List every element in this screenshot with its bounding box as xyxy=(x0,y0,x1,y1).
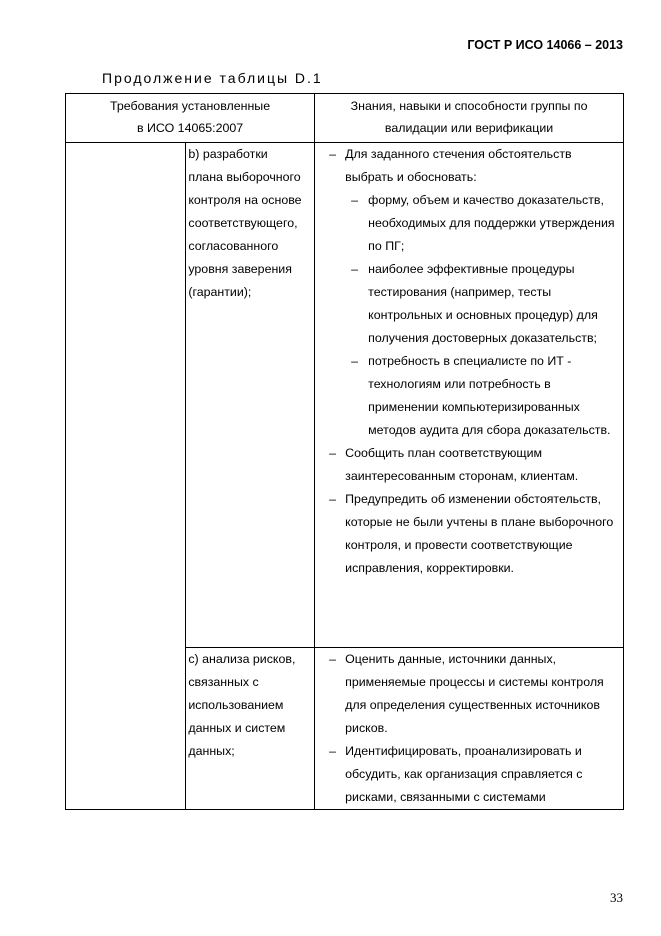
dash-marker: – xyxy=(329,492,337,506)
table-header-row xyxy=(66,94,624,143)
dash-marker: – xyxy=(329,147,337,161)
header-skills: Знания, навыки и способности группы по валидации или верификации xyxy=(315,94,624,143)
skills-cell xyxy=(315,143,624,648)
requirement-text: c) анализа рисков, связанных с использованием данных и систем данных; xyxy=(188,652,296,758)
skill-subitem xyxy=(329,350,619,442)
skill-text: Идентифицировать, проанализировать и обсудить, как организация справляется с рисками, связанными с системами xyxy=(345,744,583,804)
dash-marker: – xyxy=(329,446,337,460)
dash-marker: – xyxy=(351,354,359,368)
dash-marker: – xyxy=(351,193,359,207)
skill-subitem-text: форму, объем и качество доказательств, необходимых для поддержки утверждения по ПГ; xyxy=(368,193,615,253)
table-d1 xyxy=(65,93,624,810)
empty-column-cell xyxy=(66,143,186,810)
skill-subitem-text: наиболее эффективные процедуры тестирования (например, тесты контрольных и основных процедур) для получения достоверных доказательств; xyxy=(368,262,598,345)
skill-item xyxy=(329,740,619,809)
table-continuation-title: Продолжение таблицы D.1 xyxy=(102,70,323,86)
standard-header: ГОСТ Р ИСО 14066 – 2013 xyxy=(467,38,623,52)
skill-item xyxy=(329,143,619,189)
skill-subitem xyxy=(329,258,619,350)
dash-marker: – xyxy=(329,652,337,666)
skill-subitem xyxy=(329,189,619,258)
dash-marker: – xyxy=(351,262,359,276)
skill-item xyxy=(329,648,619,740)
requirement-text: b) разработки плана выборочного контроля на основе соответствующего, согласованного уровня заверения (гарантии); xyxy=(188,147,302,299)
skill-text: Оценить данные, источники данных, применяемые процессы и системы контроля для определения существенных источников рисков. xyxy=(345,652,604,735)
dash-marker: – xyxy=(329,744,337,758)
skill-text: Сообщить план соответствующим заинтересованным сторонам, клиентам. xyxy=(345,446,579,483)
skill-text: Предупредить об изменении обстоятельств, которые не были учтены в плане выборочного контроля, и провести соответствующие исправления, корректировки. xyxy=(345,492,614,575)
skill-text: Для заданного стечения обстоятельств выбрать и обосновать: xyxy=(345,147,572,184)
table-row xyxy=(66,143,624,648)
header-requirements: Требования установленные в ИСО 14065:2007 xyxy=(66,94,315,143)
skill-item xyxy=(329,488,619,580)
requirement-cell xyxy=(186,143,315,648)
skill-subitem-text: потребность в специалисте по ИТ - технологиям или потребность в применении компьютеризированных методов аудита для сбора доказательств. xyxy=(368,354,611,437)
skills-cell xyxy=(315,648,624,810)
skill-item xyxy=(329,442,619,488)
requirement-cell xyxy=(186,648,315,810)
page-number: 33 xyxy=(610,890,623,905)
